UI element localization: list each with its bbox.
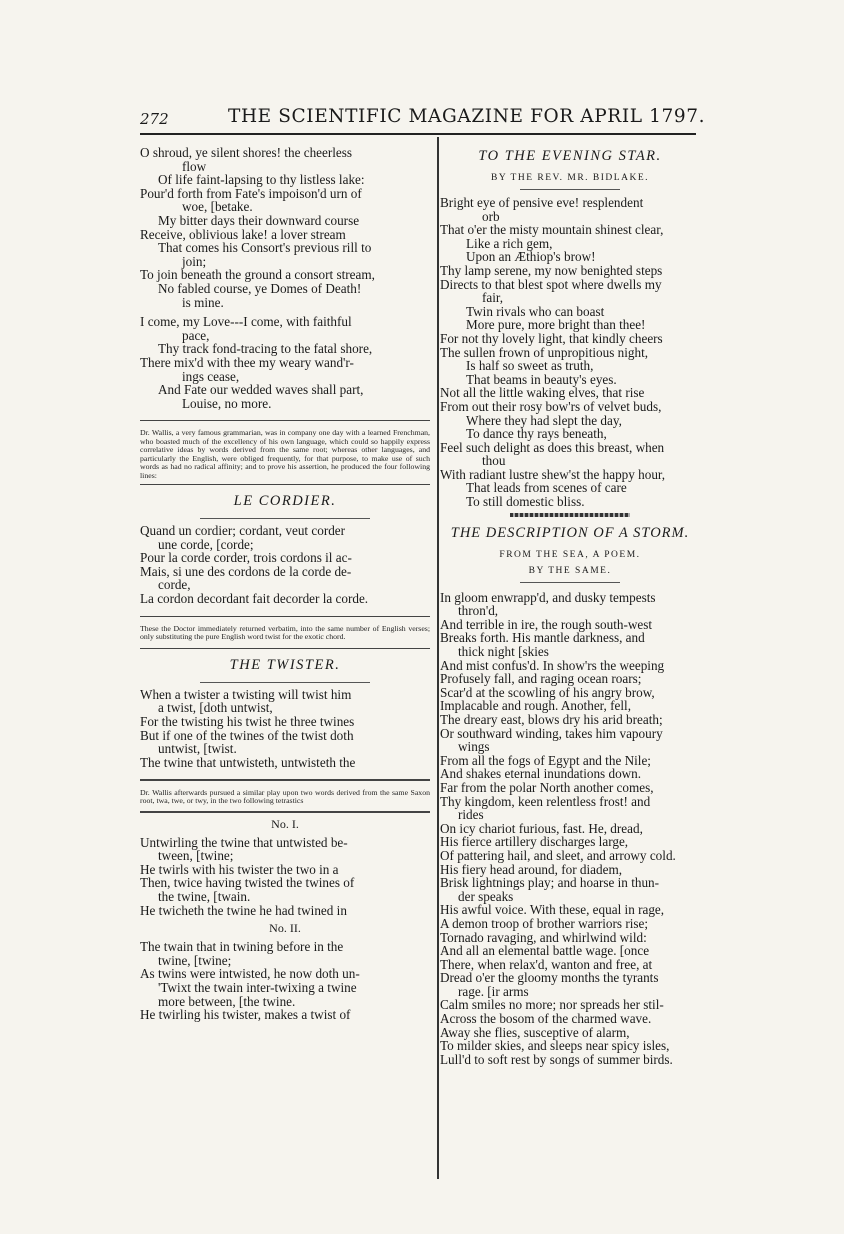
verse-line: Across the bosom of the charmed wave. — [440, 1011, 652, 1027]
tetrastic-two — [140, 940, 430, 1022]
verse-line: tween, [twine; — [158, 848, 234, 864]
verse-line: When a twister a twisting will twist him — [140, 686, 352, 702]
verse-line: And mist confus'd. In show'rs the weeping — [440, 657, 665, 673]
verse-line: And all an elemental battle wage. [once — [440, 943, 650, 959]
verse-line: No fabled course, ye Domes of Death! — [158, 280, 362, 296]
verse-line: Calm smiles no more; nor spreads her stil- — [440, 997, 664, 1013]
verse-line: Where they had slept the day, — [466, 412, 622, 428]
verse-line: Of life faint-lapsing to thy listless lake: — [158, 172, 365, 188]
verse-line: orb — [482, 208, 500, 224]
verse-line: Thy track fond-tracing to the fatal shore, — [158, 341, 373, 357]
verse-line: There, when relax'd, wanton and free, at — [440, 956, 653, 972]
verse-line: Bright eye of pensive eve! resplendent — [440, 195, 644, 210]
verse-line: more between, [the twine. — [158, 993, 296, 1009]
verse-line: But if one of the twines of the twist doth — [140, 727, 354, 743]
verse-line: With radiant lustre shew'st the happy hour, — [440, 466, 666, 482]
verse-line: is mine. — [182, 294, 224, 310]
verse-line: On icy chariot furious, fast. He, dread, — [440, 820, 643, 836]
verse-line: Pour'd forth from Fate's impoison'd urn of — [140, 185, 362, 201]
section-title: LE CORDIER. — [233, 493, 337, 510]
storm-subtitle: FROM THE SEA, A POEM. — [499, 549, 641, 560]
verse-line: Away she flies, susceptive of alarm, — [440, 1024, 630, 1040]
verse-line: He twicheth the twine he had twined in — [140, 902, 347, 918]
storm-verses — [440, 591, 700, 1067]
verse-line: Tornado ravaging, and whirlwind wild: — [440, 929, 647, 945]
running-header — [140, 106, 706, 132]
section-rule — [140, 648, 430, 649]
verse-line: Brisk lightnings play; and hoarse in thun- — [440, 875, 660, 891]
verse-line: the twine, [twain. — [158, 888, 251, 904]
verse-line: corde, — [158, 577, 191, 593]
verse-line: To dance thy rays beneath, — [466, 426, 607, 442]
cordier-verses — [140, 524, 430, 606]
verse-line: Like a rich gem, — [466, 235, 553, 251]
verse-line: Dread o'er the gloomy months the tyrants — [440, 970, 659, 986]
section-rule — [140, 484, 430, 485]
verse-line: His fiery head around, for diadem, — [440, 861, 622, 877]
verse-line: La cordon decordant fait decorder la corde. — [140, 591, 369, 607]
section-title: THE TWISTER. — [229, 656, 341, 673]
verse-line: une corde, [corde; — [158, 536, 254, 552]
verse-line: The twain that in twining before in the — [140, 939, 344, 955]
verse-line: As twins were intwisted, he now doth un- — [140, 966, 360, 982]
verse-line: That o'er the misty mountain shinest clear, — [440, 222, 664, 238]
verse-line: A demon troop of brother warriors rise; — [440, 915, 649, 931]
page-title: THE SCIENTIFIC MAGAZINE FOR APRIL 1797. — [228, 106, 706, 127]
title-rule — [200, 518, 370, 519]
left-column — [140, 146, 430, 1022]
verse-line: And Fate our wedded waves shall part, — [158, 382, 364, 398]
verse-line: And terrible in ire, the rough south-west — [440, 616, 653, 632]
verse-line: More pure, more bright than thee! — [466, 317, 646, 333]
verse-line: join; — [182, 253, 207, 269]
verse-line: In gloom enwrapp'd, and dusky tempests — [440, 589, 656, 605]
tetrastic-label: No. II. — [269, 921, 301, 936]
title-rule — [200, 682, 370, 683]
verse-line: Receive, oblivious lake! a lover stream — [140, 226, 346, 242]
verse-line: His fierce artillery discharges large, — [440, 834, 629, 850]
verse-line: From all the fogs of Egypt and the Nile; — [440, 752, 651, 768]
right-column — [440, 146, 700, 1066]
verse-line: Thy kingdom, keen relentless frost! and — [440, 793, 651, 809]
section-rule — [140, 779, 430, 780]
verse-line: wings — [458, 739, 490, 755]
footnote: These the Doctor immediately returned verbatim, into the same number of English verses; only substituting the pure English word twist for the exotic chord. — [140, 623, 430, 642]
verse-line: For not thy lovely light, that kindly cheers — [440, 330, 663, 346]
verse-line: thick night [skies — [458, 644, 549, 660]
verse-line: The dreary east, blows dry his arid breath; — [440, 712, 663, 727]
section-rule — [140, 420, 430, 421]
verse-line: From out their rosy bow'rs of velvet buds, — [440, 398, 662, 414]
page-number: 272 — [140, 110, 169, 128]
evening-verses — [440, 196, 700, 509]
verse-line: a twist, [doth untwist, — [158, 700, 273, 716]
verse-line: Directs to that blest spot where dwells my — [440, 276, 662, 292]
verse-line: woe, [betake. — [182, 199, 253, 215]
verse-line: Twin rivals who can boast — [466, 303, 605, 319]
verse-line: And shakes eternal inundations down. — [440, 766, 642, 782]
section-title: THE DESCRIPTION OF A STORM. — [450, 524, 690, 541]
verse-line: Quand un cordier; cordant, veut corder — [140, 523, 346, 539]
verse-line: Thy lamp serene, my now benighted steps — [440, 262, 663, 278]
tetrastic-label: No. I. — [271, 816, 299, 831]
verse-line: He twirling his twister, makes a twist of — [140, 1007, 351, 1023]
verse-line: Of pattering hail, and sleet, and arrowy cold. — [440, 847, 676, 863]
verse-line: To milder skies, and sleeps near spicy isles, — [440, 1038, 670, 1054]
verse-line: My bitter days their downward course — [158, 212, 360, 228]
verse-line: He twirls with his twister the two in a — [140, 861, 339, 877]
ornament-divider — [510, 513, 630, 517]
column-divider — [437, 137, 439, 1179]
verse-line: Then, twice having twisted the twines of — [140, 875, 355, 891]
verse-line: O shroud, ye silent shores! the cheerless — [140, 145, 353, 160]
section-rule — [140, 616, 430, 617]
title-rule — [520, 582, 620, 583]
verse-line: untwist, [twist. — [158, 741, 237, 757]
verse-line: fair, — [482, 290, 504, 306]
footnote: Dr. Wallis, a very famous grammarian, was in company one day with a learned Frenchman, who boasted much of the excellency of his own language, which could so happily express correlative ideas by words derived from the same root; whereas other languages, and particularly the English, were obliged frequently, for that purpose, to make use of such words as had no radical affinity; and to prove his assertion, he produced the four following lines: — [140, 428, 430, 480]
section-rule — [140, 811, 430, 812]
verse-line: For the twisting his twist he three twines — [140, 714, 355, 730]
verse-line: There mix'd with thee my weary wand'r- — [140, 354, 354, 370]
verse-line: 'Twixt the twain inter-twixing a twine — [158, 979, 357, 995]
verse-line: Upon an Æthiop's brow! — [466, 249, 596, 265]
verse-line: Feel such delight as does this breast, when — [440, 439, 665, 455]
verse-line: ings cease, — [182, 368, 240, 384]
verse-line: That comes his Consort's previous rill to — [158, 240, 372, 256]
verse-line: To join beneath the ground a consort stream, — [140, 267, 375, 283]
title-rule — [520, 189, 620, 190]
verse-line: rage. [ir arms — [458, 983, 529, 999]
verse-line: der speaks — [458, 888, 514, 904]
verse-line: pace, — [182, 327, 210, 343]
verse-line: To still domestic bliss. — [466, 494, 585, 510]
verse-line: Scar'd at the scowling of his angry brow, — [440, 684, 655, 700]
verse-line: His awful voice. With these, equal in rage, — [440, 902, 665, 918]
byline: BY THE REV. MR. BIDLAKE. — [490, 173, 649, 183]
verse-line: I come, my Love---I come, with faithful — [140, 314, 352, 330]
verse-line: Louise, no more. — [182, 395, 272, 411]
verse-line: The sullen frown of unpropitious night, — [440, 344, 649, 360]
verse-line: rides — [458, 807, 484, 823]
verse-line: flow — [182, 158, 207, 174]
poem-verses — [140, 146, 430, 410]
tetrastic-one — [140, 836, 430, 918]
verse-line: Is half so sweet as truth, — [466, 358, 594, 374]
verse-line: Far from the polar North another comes, — [440, 779, 654, 795]
verse-line: Mais, si une des cordons de la corde de- — [140, 563, 352, 579]
verse-line: Profusely fall, and raging ocean roars; — [440, 671, 642, 687]
footnote: Dr. Wallis afterwards pursued a similar play upon two words derived from the same Saxon root, twa, twe, or twy, in the two following tetrastics — [140, 787, 430, 805]
verse-line: Breaks forth. His mantle darkness, and — [440, 630, 645, 646]
verse-line: The twine that untwisteth, untwisteth the — [140, 754, 356, 770]
verse-line: Or southward winding, takes him vapoury — [440, 725, 663, 741]
twister-verses — [140, 688, 430, 770]
verse-line: thron'd, — [458, 603, 499, 619]
verse-line: That leads from scenes of care — [466, 480, 627, 496]
verse-line: thou — [482, 453, 506, 469]
verse-line: Untwirling the twine that untwisted be- — [140, 834, 348, 850]
verse-line: Not all the little waking elves, that rise — [440, 385, 645, 401]
verse-line: That beams in beauty's eyes. — [466, 371, 617, 387]
verse-line: Lull'd to soft rest by songs of summer birds. — [440, 1051, 673, 1067]
verse-line: Pour la corde corder, trois cordons il ac- — [140, 550, 352, 566]
byline: BY THE SAME. — [528, 565, 612, 576]
header-rule — [140, 133, 696, 135]
verse-line: Implacable and rough. Another, fell, — [440, 698, 631, 714]
verse-line: twine, [twine; — [158, 952, 232, 968]
section-title: TO THE EVENING STAR. — [478, 148, 662, 164]
